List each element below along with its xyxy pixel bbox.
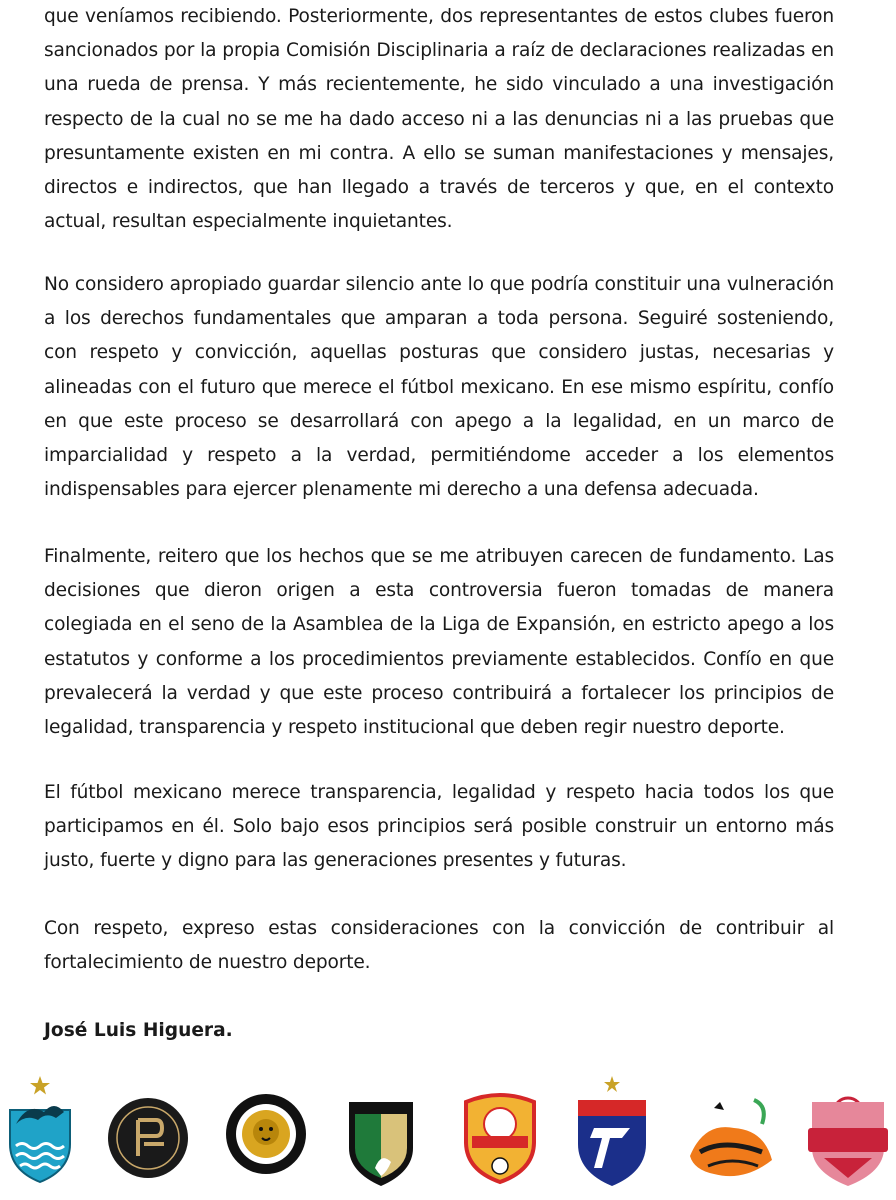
la-paz-logo xyxy=(104,1072,192,1190)
cancun-fc-crest-icon xyxy=(4,1072,76,1190)
atletico-morelia-crest-icon xyxy=(460,1072,540,1190)
venados-logo xyxy=(345,1072,417,1190)
alebrijes-logo xyxy=(684,1072,780,1190)
tepatitlan-crest-icon xyxy=(572,1072,652,1190)
club-logos-row xyxy=(0,1072,896,1200)
paragraph-1: que veníamos recibiendo. Posteriormente, dos representantes de estos clubes fueron sancionados por la propia Comisión Disciplinaria a raíz de declaraciones realizadas en una rueda de prensa. Y más recientemente, he sido vinculado a una investigación respecto de la cual no se me ha dado acceso ni a las denuncias ni a las pruebas que presuntamente existen en mi contra. A ello se suman manifestaciones y mensajes, directos e indirectos, que han llegado a través de terceros y que, en el contexto actual, resultan especialmente inquietantes. xyxy=(44,6,834,233)
alebrijes-crest-icon xyxy=(684,1072,780,1190)
atletico-morelia-logo xyxy=(460,1072,540,1190)
paragraph-5: Con respeto, expreso estas consideraciones con la convicción de contribuir al fortalecimiento de nuestro deporte. xyxy=(44,918,834,974)
paragraph-3: Finalmente, reitero que los hechos que se me atribuyen carecen de fundamento. Las decisiones que dieron origen a esta controversia fueron tomadas de manera colegiada en el seno de la Asamblea de la Liga de Expansión, en estricto apego a los estatutos y conforme a los procedimientos previamente establecidos. Confío en que prevalecerá la verdad y que este proceso contribuirá a fortalecer los principios de legalidad, transparencia y respeto institucional que deben regir nuestro deporte. xyxy=(44,546,834,739)
cancun-fc-logo xyxy=(4,1072,76,1190)
tepatitlan-logo xyxy=(572,1072,652,1190)
signature: José Luis Higuera. xyxy=(44,1020,233,1041)
mineros-crest-icon xyxy=(804,1072,892,1190)
leones-negros-crest-icon xyxy=(222,1072,310,1190)
la-paz-crest-icon xyxy=(104,1072,192,1190)
mineros-logo xyxy=(804,1072,892,1190)
paragraph-2: No considero apropiado guardar silencio ante lo que podría constituir una vulneración a los derechos fundamentales que amparan a toda persona. Seguiré sosteniendo, con respeto y convicción, aquellas posturas que considero justas, necesarias y alineadas con el futuro que merece el fútbol mexicano. En ese mismo espíritu, confío en que este proceso se desarrollará con apego a la legalidad, en un marco de imparcialidad y respeto a la verdad, permitiéndome acceder a los elementos indispensables para ejercer plenamente mi derecho a una defensa adecuada. xyxy=(44,274,834,501)
leones-negros-logo xyxy=(222,1072,310,1190)
paragraph-4: El fútbol mexicano merece transparencia, legalidad y respeto hacia todos los que participamos en él. Solo bajo esos principios será posible construir un entorno más justo, fuerte y digno para las generaciones presentes y futuras. xyxy=(44,782,834,872)
venados-crest-icon xyxy=(345,1072,417,1190)
